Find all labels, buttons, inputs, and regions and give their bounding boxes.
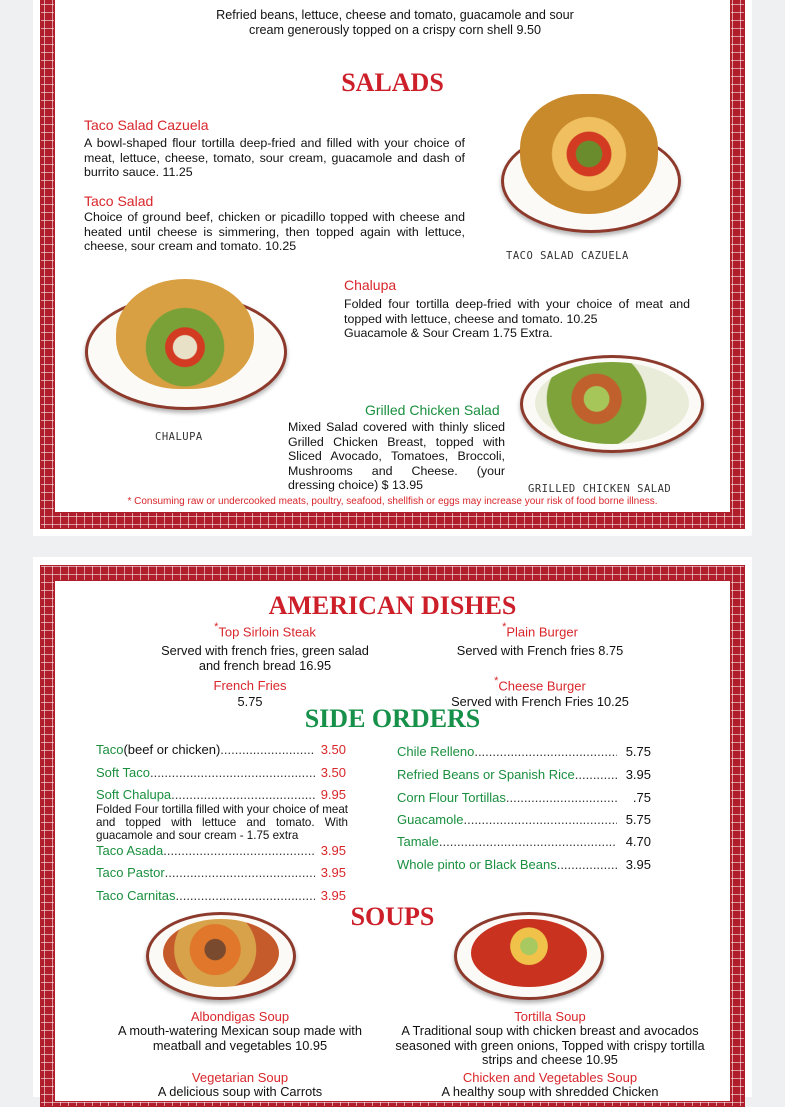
top-sirloin-steak-desc: Served with french fries, green salad and french bread 16.95 bbox=[161, 643, 369, 673]
menu-page-american-sides-soups bbox=[33, 557, 752, 1097]
vegetarian-soup-title: Vegetarian Soup bbox=[191, 1070, 289, 1085]
side-order-row: Refried Beans or Spanish Rice ..... 3.95 bbox=[397, 767, 651, 782]
albondigas-soup-title: Albondigas Soup bbox=[190, 1009, 290, 1024]
side-order-row: Tamale ..... 4.70 bbox=[397, 834, 651, 849]
salads-heading: SALADS bbox=[341, 68, 444, 97]
chicken-vegetables-soup-desc: A healthy soup with shredded Chicken bbox=[441, 1084, 659, 1099]
taco-salad-desc: Choice of ground beef, chicken or picadillo topped with cheese and heated until cheese is simmering, then topped again with lettuce, cheese, sour cream and tomato. 10.25 bbox=[84, 210, 465, 253]
tortilla-soup-desc: A Traditional soup with chicken breast and avocados seasoned with green onions, Topped with crispy tortilla strips and cheese 10.95 bbox=[395, 1023, 705, 1067]
tortilla-soup-title: Tortilla Soup bbox=[514, 1009, 586, 1024]
top-sirloin-steak-item: *Top Sirloin Steak Served with french fries, green salad and french bread 16.95 bbox=[125, 621, 405, 673]
albondigas-soup-desc: A mouth-watering Mexican soup made with meatball and vegetables 10.95 bbox=[118, 1023, 362, 1053]
grilled-chicken-salad-title: Grilled Chicken Salad bbox=[365, 402, 500, 418]
menu-page-salads bbox=[33, 0, 752, 536]
chicken-vegetables-soup-item bbox=[385, 1070, 715, 1100]
soups-heading: SOUPS bbox=[350, 902, 435, 931]
tortilla-soup-image bbox=[454, 912, 604, 1000]
american-content-area bbox=[54, 580, 731, 1102]
grilled-chicken-salad-image bbox=[520, 355, 704, 453]
side-order-row: Soft Taco ..... 3.50 bbox=[96, 765, 346, 780]
american-dishes-heading: AMERICAN DISHES bbox=[268, 591, 517, 620]
taco-salad-cazuela-desc: A bowl-shaped flour tortilla deep-fried and filled with your choice of meat, lettuce, cheese, tomato, sour cream, guacamole and dash of burrito sauce. 11.25 bbox=[84, 136, 465, 179]
cheese-burger-title: Cheese Burger bbox=[498, 678, 586, 694]
side-order-row: Taco Pastor ..... 3.95 bbox=[96, 865, 346, 880]
albondigas-soup-item bbox=[105, 1009, 375, 1053]
side-order-row: Taco Asada ..... 3.95 bbox=[96, 843, 346, 858]
food-safety-warning: * Consuming raw or undercooked meats, poultry, seafood, shellfish or eggs may increase your risk of food borne illness. bbox=[127, 496, 658, 507]
salads-content-area bbox=[54, 0, 731, 513]
side-order-row: Chile Relleno ..... 5.75 bbox=[397, 744, 651, 759]
side-order-row: Guacamole ..... 5.75 bbox=[397, 812, 651, 827]
cheese-burger-item: *Cheese Burger Served with French Fries 10.25 bbox=[415, 675, 665, 710]
cheese-burger-desc: Served with French Fries 10.25 bbox=[451, 694, 629, 710]
side-order-row: Soft Chalupa ..... 9.95 bbox=[96, 787, 346, 802]
plain-burger-desc: Served with French fries 8.75 bbox=[456, 643, 624, 659]
side-order-row: Taco (beef or chicken) ..... 3.50 bbox=[96, 742, 346, 757]
plain-burger-item: *Plain Burger Served with French fries 8.75 bbox=[425, 621, 655, 659]
grilled-chicken-salad-desc: Mixed Salad covered with thinly sliced Grilled Chicken Breast, topped with Sliced Avocado, Tomatoes, Broccoli, Mushrooms and Cheese. (your dressing choice) $ 13.95 bbox=[288, 420, 505, 492]
deluxe-bean-tostada-desc: Refried beans, lettuce, cheese and tomato, guacamole and sour cream generously topped on a crispy corn shell 9.50 bbox=[216, 8, 574, 37]
side-orders-heading: SIDE ORDERS bbox=[304, 704, 481, 733]
side-order-row: Whole pinto or Black Beans ..... 3.95 bbox=[397, 857, 651, 872]
taco-salad-title: Taco Salad bbox=[84, 193, 154, 209]
chalupa-extra: Guacamole & Sour Cream 1.75 Extra. bbox=[344, 326, 553, 340]
chalupa-image bbox=[85, 294, 287, 410]
grilled-chicken-salad-caption: GRILLED CHICKEN SALAD bbox=[528, 483, 672, 495]
side-order-row: Corn Flour Tortillas ..... .75 bbox=[397, 790, 651, 805]
taco-salad-cazuela-title: Taco Salad Cazuela bbox=[84, 117, 209, 133]
tortilla-soup-item bbox=[385, 1009, 715, 1068]
plain-burger-title: Plain Burger bbox=[506, 624, 578, 640]
chalupa-caption: CHALUPA bbox=[155, 431, 203, 443]
albondigas-soup-image bbox=[146, 912, 296, 1000]
taco-salad-cazuela-caption: TACO SALAD CAZUELA bbox=[506, 250, 629, 262]
top-sirloin-steak-title: Top Sirloin Steak bbox=[218, 624, 316, 640]
taco-salad-cazuela-image bbox=[501, 129, 681, 233]
side-order-row: Taco Carnitas ..... 3.95 bbox=[96, 888, 346, 903]
french-fries-price: 5.75 bbox=[237, 694, 263, 709]
french-fries-title: French Fries bbox=[213, 678, 287, 693]
vegetarian-soup-desc: A delicious soup with Carrots bbox=[157, 1084, 323, 1099]
chicken-vegetables-soup-title: Chicken and Vegetables Soup bbox=[462, 1070, 638, 1085]
vegetarian-soup-item bbox=[105, 1070, 375, 1100]
chalupa-desc: Folded four tortilla deep-fried with your choice of meat and topped with lettuce, cheese and tomato. 10.25 bbox=[344, 297, 690, 326]
chalupa-title: Chalupa bbox=[344, 277, 397, 293]
soft-chalupa-desc: Folded Four tortilla filled with your choice of meat and topped with lettuce and tomato. With guacamole and sour cream - 1.75 extra bbox=[96, 803, 348, 842]
